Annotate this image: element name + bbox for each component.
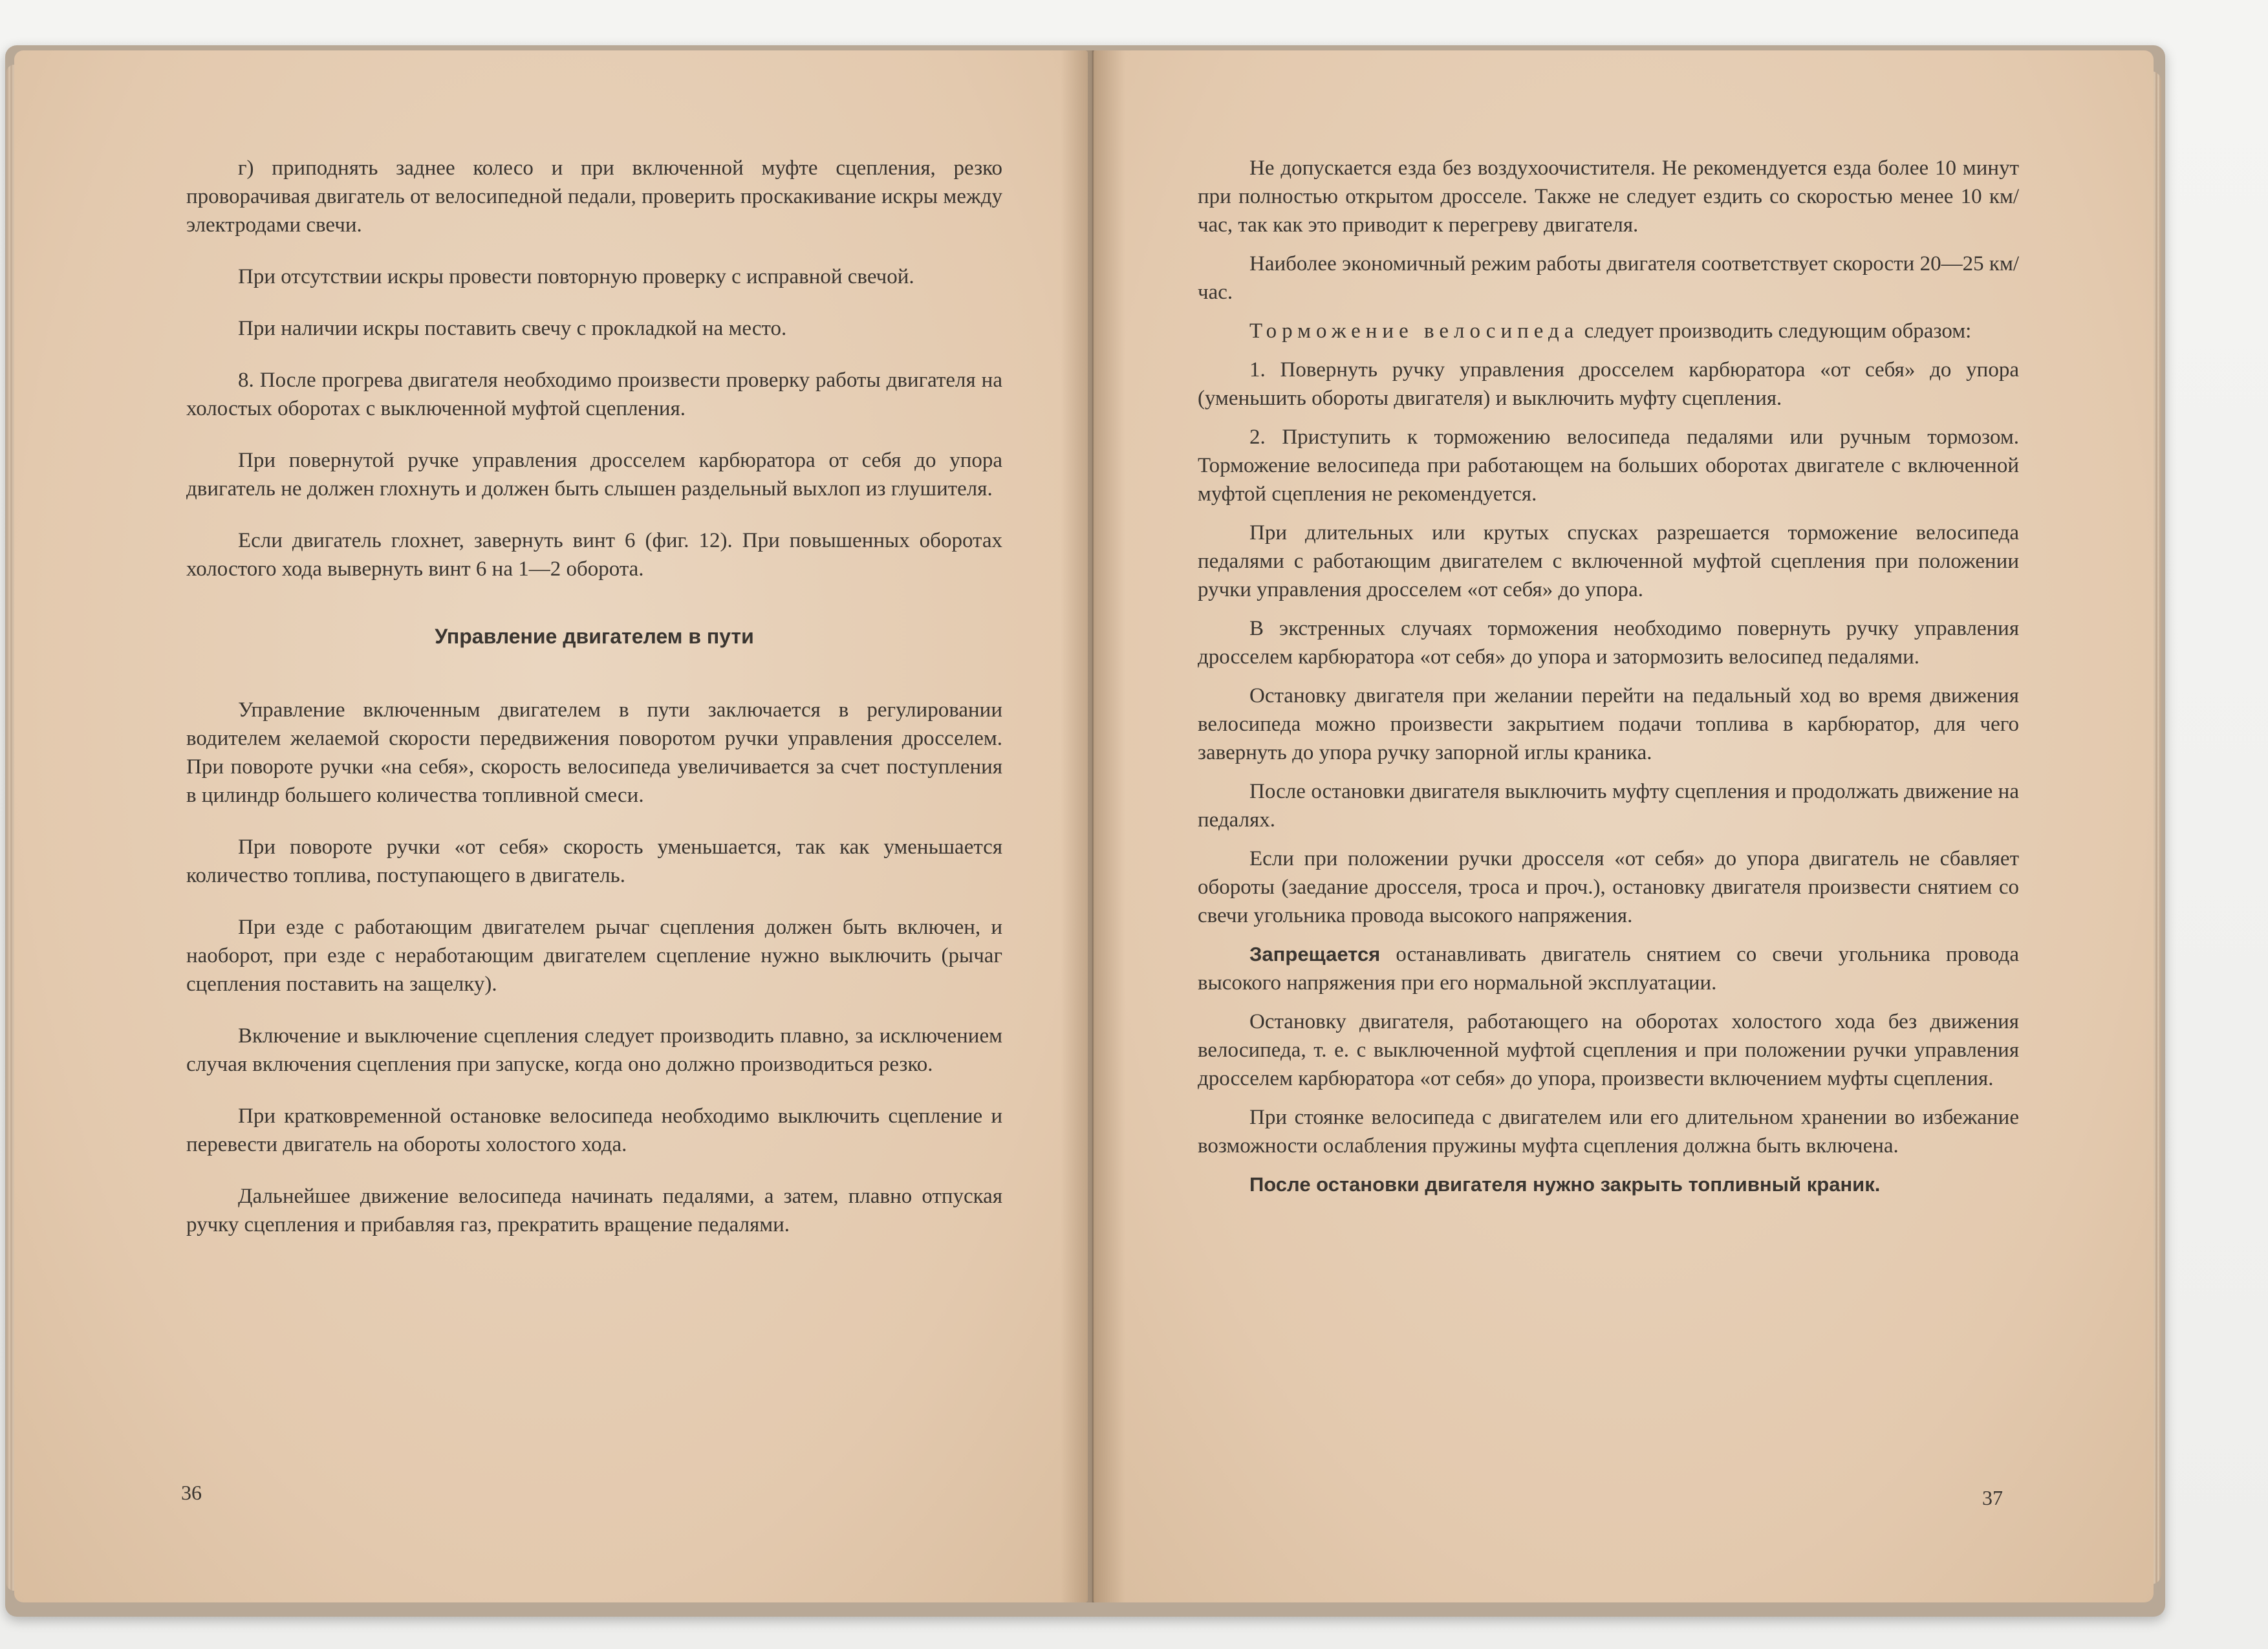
- paragraph: При стоянке велосипеда с двигателем или его длительном хранении во избежание возможности ослабления пружины муфта сцепления должна быть включена.: [1198, 1106, 2019, 1158]
- page-number-left: 36: [181, 1481, 202, 1504]
- paragraph: После остановки двигателя выключить муфту сцепления и продолжать движение на педалях.: [1198, 780, 2019, 832]
- paragraph: При повороте ручки «от себя» скорость уменьшается, так как уменьшается количество топлива, поступающего в двигатель.: [186, 835, 1002, 887]
- braking-paragraph: [1198, 317, 2019, 345]
- paragraph: Если двигатель глохнет, завернуть винт 6 (фиг. 12). При повышенных оборотах холостого хода вывернуть винт 6 на 1—2 оборота.: [186, 529, 1002, 581]
- paragraph: При езде с работающим двигателем рычаг сцепления должен быть включен, и наоборот, при езде с неработающим двигателем сцепление нужно выключить (рычаг сцепления поставить на защелку).: [186, 916, 1002, 996]
- paragraph: Остановку двигателя при желании перейти на педальный ход во время движения велосипеда можно произвести закрытием подачи топлива в карбюратор, для чего завернуть до упора ручку запорной иглы краника.: [1198, 684, 2019, 764]
- paragraph: Остановку двигателя, работающего на оборотах холостого хода без движения велосипеда, т. е. с выключенной муфтой сцепления и при положении ручки управления дросселем карбюратора «от себя» до упора, произвести включением муфты сцепления.: [1198, 1010, 2019, 1090]
- paragraph: 8. После прогрева двигателя необходимо произвести проверку работы двигателя на холостых оборотах с выключенной муфтой сцепления.: [186, 369, 1002, 420]
- right-page-text: [1198, 154, 2019, 1209]
- paragraph: 2. Приступить к торможению велосипеда педалями или ручным тормозом. Торможение велосипеда при работающем на больших оборотах двигателе с включенной муфтой сцепления не рекомендуется.: [1198, 426, 2019, 506]
- forbidden-term: Запрещается: [1249, 943, 1381, 965]
- final-note: После остановки двигателя нужно закрыть топливный краник.: [1249, 1173, 1881, 1196]
- paragraph: При кратковременной остановке велосипеда необходимо выключить сцепление и перевести двигатель на обороты холостого хода.: [186, 1105, 1002, 1156]
- left-page-text: [186, 154, 1002, 1262]
- forbidden-paragraph: [1198, 940, 2019, 997]
- paragraph: Управление включенным двигателем в пути заключается в регулировании водителем желаемой скорости передвижения поворотом ручки управления дросселем. При повороте ручки «на себя», скорость велосипеда увеличивается за счет поступления в цилиндр большего количества топливной смеси.: [186, 698, 1002, 807]
- paragraph: г) приподнять заднее колесо и при включенной муфте сцепления, резко проворачивая двигатель от велосипедной педали, проверить проскакивание искры между электродами свечи.: [186, 156, 1002, 237]
- page-number-right: 37: [1982, 1486, 2003, 1509]
- paragraph: Если при положении ручки дросселя «от себя» до упора двигатель не сбавляет обороты (заедание дросселя, троса и проч.), остановку двигателя произвести снятием со свечи угольника провода высокого напряжения.: [1198, 847, 2019, 927]
- section-heading: Управление двигателем в пути: [435, 625, 754, 648]
- braking-rest: следует производить следующим образом:: [1579, 319, 1972, 343]
- paragraph: При отсутствии искры провести повторную проверку с исправной свечой.: [238, 265, 914, 288]
- paragraph: При повернутой ручке управления дросселем карбюратора от себя до упора двигатель не должен глохнуть и должен быть слышен раздельный выхлоп из глушителя.: [186, 449, 1002, 501]
- paragraph: Не допускается езда без воздухоочистителя. Не рекомендуется езда более 10 минут при полностью открытом дросселе. Также не следует ездить со скоростью менее 10 км/час, так как это приводит к перегреву двигателя.: [1198, 156, 2019, 237]
- book-gutter: [1061, 50, 1125, 1602]
- paragraph: При длительных или крутых спусках разрешается торможение велосипеда педалями с работающим двигателем с включенной муфтой сцепления при положении ручки управления дросселем «от себя» до упора.: [1198, 521, 2019, 601]
- paragraph: 1. Повернуть ручку управления дросселем карбюратора «от себя» до упора (уменьшить обороты двигателя) и выключить муфту сцепления.: [1198, 358, 2019, 410]
- paragraph: Дальнейшее движение велосипеда начинать педалями, а затем, плавно отпуская ручку сцепления и прибавляя газ, прекратить вращение педалями.: [186, 1185, 1002, 1236]
- braking-term: Торможение велосипеда: [1249, 319, 1579, 343]
- forbidden-rest: останавливать двигатель снятием со свечи угольника провода высокого напряжения при его нормальной эксплуатации.: [1198, 943, 2019, 995]
- paragraph: В экстренных случаях торможения необходимо повернуть ручку управления дросселем карбюратора «от себя» до упора и затормозить велосипед педалями.: [1198, 617, 2019, 669]
- paragraph: При наличии искры поставить свечу с прокладкой на место.: [238, 317, 787, 340]
- paragraph: Включение и выключение сцепления следует производить плавно, за исключением случая включения сцепления при запуске, когда оно должно производиться резко.: [186, 1024, 1002, 1076]
- paragraph: Наиболее экономичный режим работы двигателя соответствует скорости 20—25 км/час.: [1198, 252, 2019, 304]
